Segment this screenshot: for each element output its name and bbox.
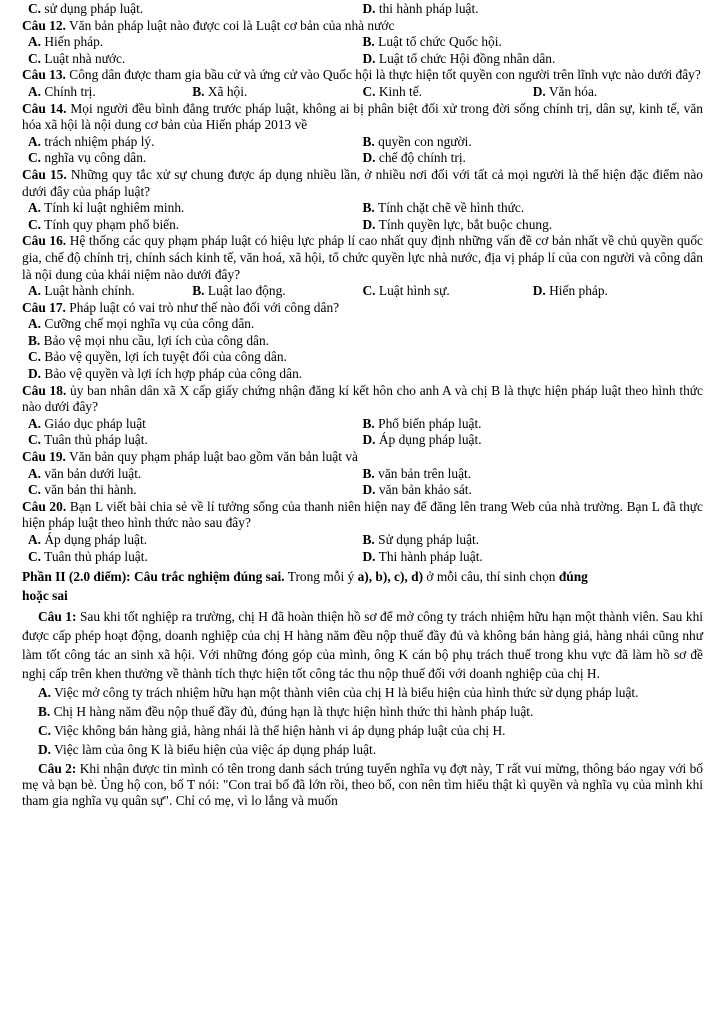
exam-page (22, 0, 703, 809)
option-b: B. văn bản trên luật. (362, 465, 472, 481)
option-b: B. Sử dụng pháp luật. (362, 532, 480, 547)
question-options (22, 316, 703, 382)
statement-d: D. Việc làm của ông K là biểu hiện của việc áp dụng pháp luật. (38, 742, 377, 758)
option-d: D. văn bản khảo sát. (362, 482, 472, 498)
option-c: C. nghĩa vụ công dân. (28, 150, 147, 166)
question-stem: Câu 13. Công dân được tham gia bầu cử và ứng cử vào Quốc hội là thực hiện tốt quyền con người trên lĩnh vực nào dưới đây? (22, 67, 701, 83)
option-b: B. Tính chặt chẽ về hình thức. (362, 200, 525, 216)
question-options (22, 416, 703, 449)
question-options (22, 532, 703, 565)
option-b: B. Luật lao động. (192, 283, 286, 299)
option-c: C. Tuân thủ pháp luật. (28, 432, 148, 448)
intro-options (22, 1, 703, 18)
option-b: B. quyền con người. (362, 133, 472, 149)
option-b: B. Bảo vệ mọi nhu cầu, lợi ích của công dân. (28, 332, 269, 348)
statement-a: A. Việc mở công ty trách nhiệm hữu hạn một thành viên của chị H là biểu hiện của hình thức sử dụng pháp luật. (38, 685, 639, 701)
option-a: A. Giáo dục pháp luật (28, 415, 146, 431)
part-2-heading: Phần II (2.0 điểm): Câu trắc nghiệm đúng sai. Trong mỗi ý a), b), c), d) ở mỗi câu, thí sinh chọn đúng hoặc sai (22, 567, 703, 605)
option-b: B. Luật tổ chức Quốc hội. (362, 34, 502, 50)
question-15 (22, 167, 703, 233)
option-a: A. Chính trị. (28, 83, 96, 99)
option-a: A. Tính kỉ luật nghiêm minh. (28, 200, 185, 216)
question-stem: Câu 15. Những quy tắc xử sự chung được áp dụng nhiều lần, ở nhiều nơi đối với tất cả mọi người là thể hiện đặc điểm nào dưới đây của pháp luật? (22, 166, 703, 199)
question-stem: Câu 2: Khi nhận được tin mình có tên trong danh sách trúng tuyển nghĩa vụ đợt này, T rất vui mừng, thông báo ngay với bố mẹ và bạn bè. Ủng hộ con, bố T nói: "Con trai bố đã lớn rồi, theo bố, con nên tìm hiểu thật kì quyền và nghĩa vụ của mình khi tham gia nghĩa vụ quân sự". Chỉ có mẹ, vì lo lắng và muốn (22, 761, 703, 809)
question-stem: Câu 1: Sau khi tốt nghiệp ra trường, chị H đã hoàn thiện hồ sơ để mở công ty trách nhiệm hữu hạn một thành viên. Sau khi được cấp phép hoạt động, doanh nghiệp của chị H hàng năm đều nộp thuế đầy đủ và không bán hàng giả, hàng nhái cũng như làm tốt công tác an sinh xã hội. Với những đóng góp của mình, ông K cán bộ phụ trách thuế trong khu vực đã làm hồ sơ đề nghị cấp trên khen thưởng về thành tích thực hiện tốt công tác thu nộp thuế đối với doanh nghiệp của chị H. (22, 609, 703, 682)
option-d: D. Tính quyền lực, bắt buộc chung. (362, 216, 553, 232)
question-stem: Câu 12. Văn bản pháp luật nào được coi là Luật cơ bản của nhà nước (22, 17, 395, 33)
option-c: C. sử dụng pháp luật. (28, 1, 144, 16)
option-c: C. văn bản thi hành. (28, 482, 137, 498)
option-b: B. Xã hội. (192, 83, 248, 99)
question-16 (22, 233, 703, 299)
question-12 (22, 18, 703, 68)
option-d: D. Văn hóa. (532, 83, 598, 99)
option-a: A. Hiến pháp. (28, 34, 104, 50)
question-options (22, 466, 703, 499)
question-14 (22, 101, 703, 167)
option-a: A. Cưỡng chế mọi nghĩa vụ của công dân. (28, 316, 255, 332)
question-stem: Câu 16. Hệ thống các quy phạm pháp luật có hiệu lực pháp lí cao nhất quy định những vấn đề cơ bản nhất về chủ quyền quốc gia, chế độ chính trị, chính sách kinh tế, văn hoá, xã hội, tổ chức quyền lực nhà nước, địa vị pháp lí của con người và công dân là nội dung của khái niệm nào dưới đây? (22, 233, 703, 282)
question-stem: Câu 19. Văn bản quy phạm pháp luật bao gồm văn bản luật và (22, 449, 358, 465)
question-13 (22, 67, 703, 100)
option-c: C. Luật nhà nước. (28, 50, 126, 66)
question-stem: Câu 20. Bạn L viết bài chia sẻ về lí tưởng sống của thanh niên hiện nay để đăng lên trang Web của nhà trường. Bạn L đã thực hiện pháp luật theo hình thức nào sau đây? (22, 498, 703, 531)
question-20 (22, 499, 703, 565)
question-stem: Câu 17. Pháp luật có vai trò như thế nào đối với công dân? (22, 299, 340, 315)
part2-question-1 (22, 607, 703, 759)
option-d: D. thi hành pháp luật. (362, 1, 479, 16)
option-c: C. Luật hình sự. (362, 283, 450, 299)
question-options (22, 84, 703, 101)
option-c: C. Tính quy phạm phổ biến. (28, 216, 180, 232)
option-c: C. Tuân thủ pháp luật. (28, 548, 148, 564)
option-c: C. Bảo vệ quyền, lợi ích tuyệt đối của công dân. (28, 349, 287, 365)
question-17 (22, 300, 703, 383)
option-a: A. Áp dụng pháp luật. (28, 532, 148, 547)
statement-b: B. Chị H hàng năm đều nộp thuế đầy đủ, đúng hạn là thực hiện hình thức thi hành pháp luật. (38, 704, 534, 720)
part2-question-2 (22, 761, 703, 809)
option-d: D. chế độ chính trị. (362, 150, 466, 166)
option-d: D. Bảo vệ quyền và lợi ích hợp pháp của công dân. (28, 366, 303, 382)
part-2-heading-line2: hoặc sai (22, 588, 68, 604)
question-stem: Câu 14. Mọi người đều bình đẳng trước pháp luật, không ai bị phân biệt đối xử trong đời sống chính trị, dân sự, kinh tế, văn hóa xã hội là nội dung cơ bản của Hiến pháp 2013 về (22, 100, 703, 133)
option-a: A. văn bản dưới luật. (28, 465, 142, 481)
question-options (22, 283, 703, 300)
statement-c: C. Việc không bán hàng giả, hàng nhái là thể hiện hành vi áp dụng pháp luật của chị H. (38, 723, 506, 739)
option-d: D. Hiến pháp. (532, 283, 608, 299)
question-options (22, 134, 703, 167)
question-stem: Câu 18. ủy ban nhân dân xã X cấp giấy chứng nhận đăng kí kết hôn cho anh A và chị B là thực hiện pháp luật theo hình thức nào dưới đây? (22, 382, 703, 415)
option-d: D. Thi hành pháp luật. (362, 548, 483, 564)
option-d: D. Luật tổ chức Hội đồng nhân dân. (362, 50, 556, 66)
question-options (22, 200, 703, 233)
option-c: C. Kinh tế. (362, 83, 423, 99)
option-a: A. trách nhiệm pháp lý. (28, 133, 155, 149)
option-b: B. Phổ biến pháp luật. (362, 415, 482, 431)
option-a: A. Luật hành chính. (28, 283, 135, 299)
option-d: D. Áp dụng pháp luật. (362, 432, 482, 448)
question-18 (22, 383, 703, 449)
question-19 (22, 449, 703, 499)
question-options (22, 34, 703, 67)
